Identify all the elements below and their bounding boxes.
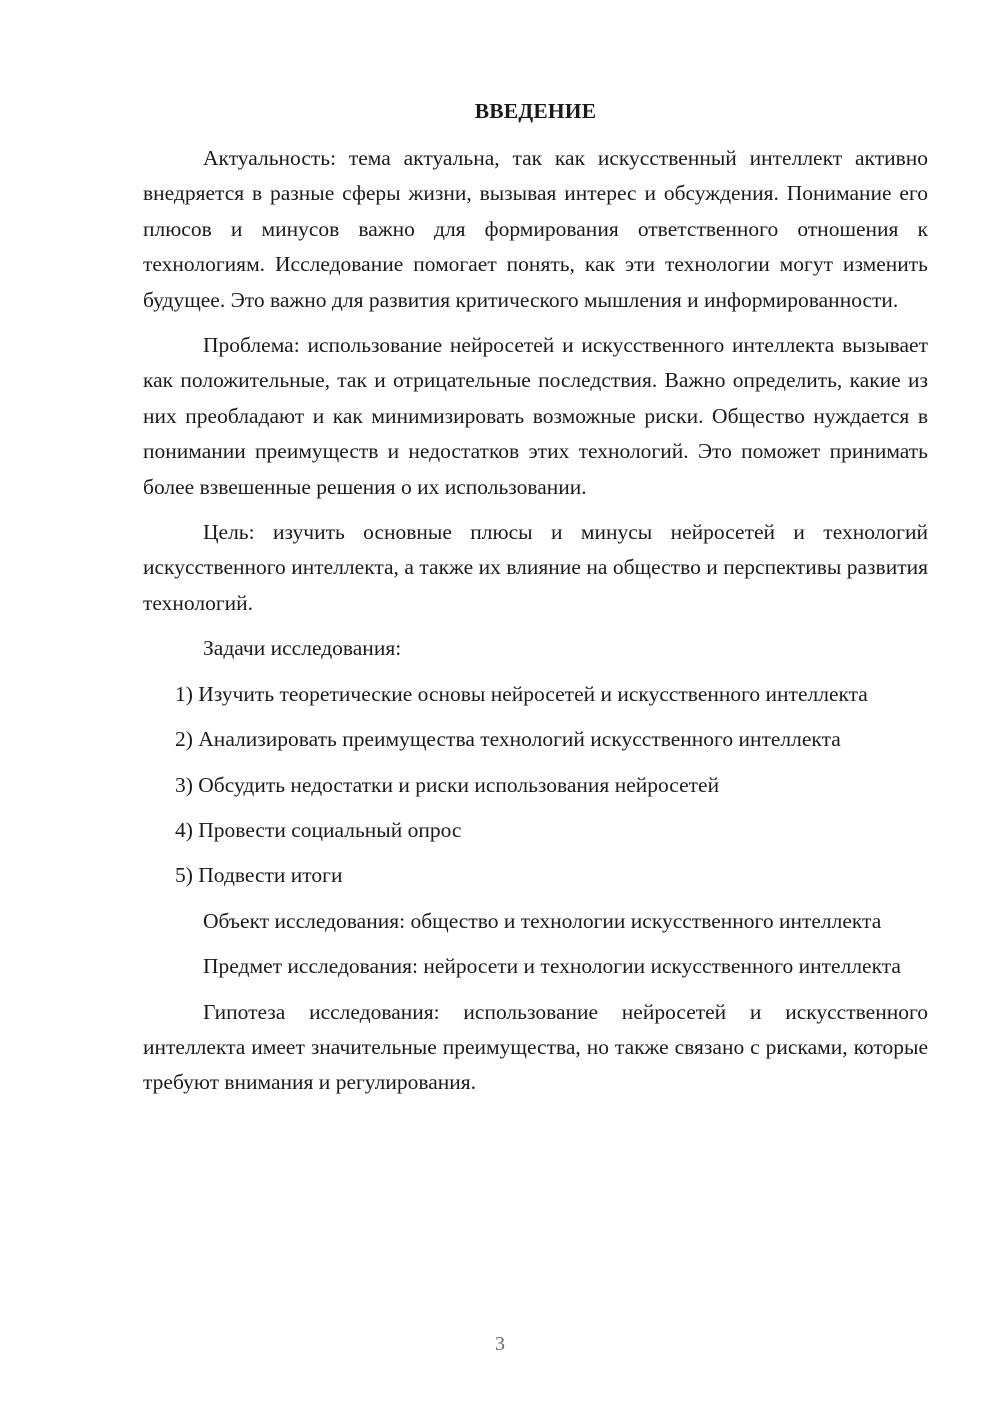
page-title: ВВЕДЕНИЕ bbox=[474, 99, 597, 123]
tasks-heading: Задачи исследования: bbox=[203, 636, 402, 661]
task-item-2: 2) Анализировать преимущества технологий искусственного интеллекта bbox=[175, 727, 841, 752]
task-item-4: 4) Провести социальный опрос bbox=[175, 817, 462, 842]
document-body bbox=[143, 95, 928, 1111]
task-item-3: 3) Обсудить недостатки и риски использования нейросетей bbox=[175, 772, 720, 797]
task-item-1: 1) Изучить теоретические основы нейросетей и искусственного интеллекта bbox=[175, 681, 868, 706]
paragraph-problem: Проблема: использование нейросетей и искусственного интеллекта вызывает как положительные, так и отрицательные последствия. Важно определить, какие из них преобладают и как минимизировать возможные риски. Общество нуждается в понимании преимуществ и недостатков этих технологий. Это поможет принимать более взвешенные решения о их использовании. bbox=[143, 333, 928, 499]
paragraph-hypothesis: Гипотеза исследования: использование нейросетей и искусственного интеллекта имеет значительные преимущества, но также связано с рисками, которые требуют внимания и регулирования. bbox=[143, 999, 928, 1095]
paragraph-relevance: Актуальность: тема актуальна, так как искусственный интеллект активно внедряется в разные сферы жизни, вызывая интерес и обсуждения. Понимание его плюсов и минусов важно для формирования ответственного отношения к технологиям. Исследование помогает понять, как эти технологии могут изменить будущее. Это важно для развития критического мышления и информированности. bbox=[143, 146, 928, 312]
page-number: 3 bbox=[495, 1333, 505, 1355]
task-item-5: 5) Подвести итоги bbox=[175, 863, 343, 888]
paragraph-subject: Предмет исследования: нейросети и технологии искусственного интеллекта bbox=[203, 954, 901, 979]
paragraph-goal: Цель: изучить основные плюсы и минусы нейросетей и технологий искусственного интеллекта, а также их влияние на общество и перспективы развития технологий. bbox=[143, 520, 928, 615]
paragraph-object: Объект исследования: общество и технологии искусственного интеллекта bbox=[203, 908, 882, 933]
